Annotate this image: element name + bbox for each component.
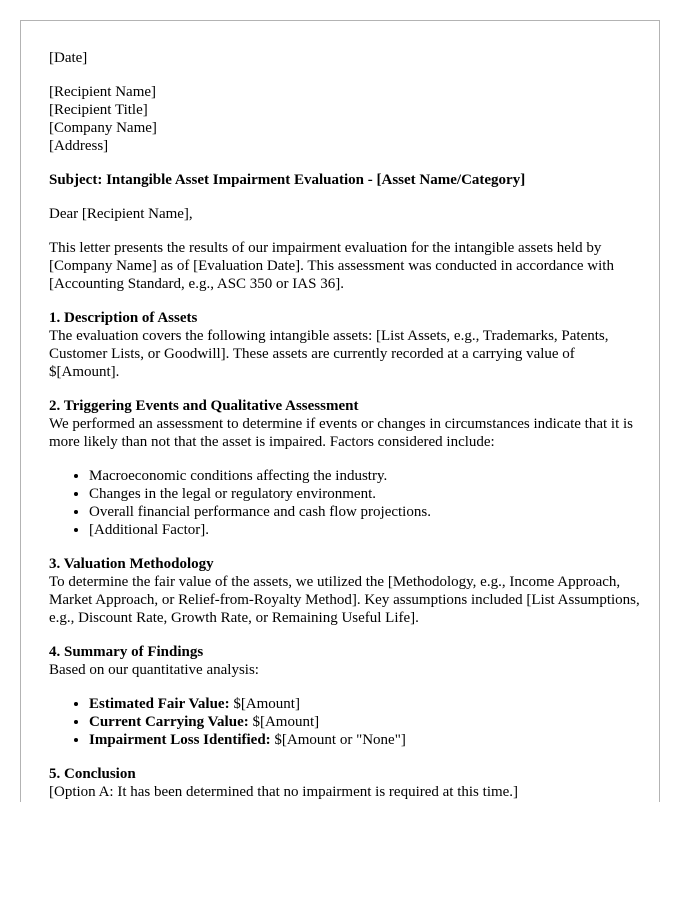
section-body: Based on our quantitative analysis:	[49, 662, 259, 678]
list-item: • Overall financial performance and cash flow projections.	[89, 503, 641, 521]
section-heading: 2. Triggering Events and Qualitative Assessment	[49, 398, 359, 414]
list-item	[89, 713, 641, 731]
section-valuation-methodology	[49, 555, 641, 627]
list-item	[89, 731, 641, 749]
recipient-title: [Recipient Title]	[49, 102, 148, 118]
section-heading: 3. Valuation Methodology	[49, 556, 214, 572]
finding-value: $[Amount or "None"]	[270, 732, 406, 748]
section-body: The evaluation covers the following intangible assets: [List Assets, e.g., Trademarks, Patents, Customer Lists, or Goodwill]. These assets are currently recorded at a carrying value of $[Amount].	[49, 328, 609, 380]
section-heading: 4. Summary of Findings	[49, 644, 204, 660]
section-summary-of-findings	[49, 643, 641, 749]
recipient-company: [Company Name]	[49, 120, 157, 136]
letter-date: [Date]	[49, 50, 88, 66]
section-body: To determine the fair value of the assets, we utilized the [Methodology, e.g., Income Approach, Market Approach, or Relief-from-Royalty Method]. Key assumptions included [List Assumptions, e.g., Discount Rate, Growth Rate, or Remaining Useful Life].	[49, 574, 640, 626]
finding-label: Impairment Loss Identified:	[89, 732, 271, 748]
finding-value: $[Amount]	[248, 714, 320, 730]
findings-list	[49, 695, 641, 749]
section-description-of-assets	[49, 309, 641, 381]
recipient-address: [Address]	[49, 138, 109, 154]
recipient-name: [Recipient Name]	[49, 84, 157, 100]
letter-page	[20, 20, 660, 802]
list-item	[89, 695, 641, 713]
list-item: • Macroeconomic conditions affecting the industry.	[89, 467, 641, 485]
section-triggering-events	[49, 397, 641, 539]
letter-intro: This letter presents the results of our impairment evaluation for the intangible assets held by [Company Name] as of [Evaluation Date]. This assessment was conducted in accordance with [Accounting Standard, e.g., ASC 350 or IAS 36].	[49, 240, 614, 292]
section-heading: 1. Description of Assets	[49, 310, 198, 326]
list-item: • [Additional Factor].	[89, 521, 641, 539]
letter-subject: Subject: Intangible Asset Impairment Evaluation - [Asset Name/Category]	[49, 172, 526, 188]
section-heading: 5. Conclusion	[49, 766, 136, 782]
finding-label: Current Carrying Value:	[89, 714, 249, 730]
finding-value: $[Amount]	[229, 696, 300, 712]
letter-salutation: Dear [Recipient Name],	[49, 206, 193, 222]
factors-list	[49, 467, 641, 539]
letter-content	[49, 49, 641, 801]
section-conclusion	[49, 765, 641, 801]
list-item: • Changes in the legal or regulatory environment.	[89, 485, 641, 503]
finding-label: Estimated Fair Value:	[89, 696, 230, 712]
recipient-block	[49, 83, 641, 155]
section-body: [Option A: It has been determined that no impairment is required at this time.]	[49, 784, 519, 800]
section-body: We performed an assessment to determine if events or changes in circumstances indicate that it is more likely than not that the asset is impaired. Factors considered include:	[49, 416, 634, 450]
